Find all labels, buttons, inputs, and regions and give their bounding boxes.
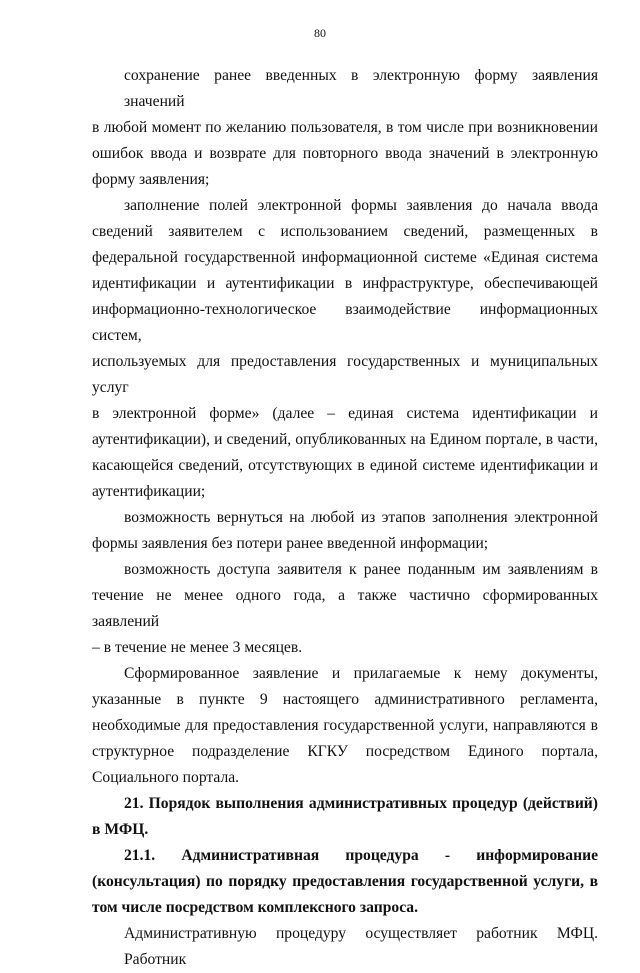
text-line: используемых для предоставления государственных и муниципальных услуг [92,353,598,396]
text-line: в МФЦ. [92,821,149,838]
text-line: Сформированное заявление и прилагаемые к нему документы, [124,665,598,682]
text-line: сведений заявителем с использованием сведений, размещенных в [92,223,598,240]
text-line: Административную процедуру осуществляет работник МФЦ. Работник [124,925,598,968]
text-line: федеральной государственной информационной системе «Единая система [92,249,598,266]
text-line: (консультация) по порядку предоставления государственной услуги, в [92,873,598,890]
text-line: сохранение ранее введенных в электронную форму заявления значений [124,67,598,110]
text-line: – в течение не менее 3 месяцев. [92,639,303,656]
paragraph [92,63,598,193]
paragraph [92,661,598,791]
paragraph [92,921,598,973]
text-line: касающейся сведений, отсутствующих в единой системе идентификации и [92,457,598,474]
text-line: ошибок ввода и возврате для повторного ввода значений в электронную [92,145,598,162]
text-line: 21. Порядок выполнения административных процедур (действий) [124,795,598,812]
page-number: 80 [314,26,326,40]
section-heading [92,791,598,843]
text-line: возможность доступа заявителя к ранее поданным им заявлениям в [124,561,598,578]
text-line: идентификации и аутентификации в инфраструктуре, обеспечивающей [92,275,598,292]
text-line: 21.1. Административная процедура - информирование [124,847,598,864]
text-line: необходимые для предоставления государственной услуги, направляются в [92,717,598,734]
text-line: том числе посредством комплексного запроса. [92,899,418,916]
text-line: в электронной форме» (далее – единая система идентификации и [92,405,598,422]
text-line: возможность вернуться на любой из этапов заполнения электронной [124,509,598,526]
text-line: указанные в пункте 9 настоящего административного регламента, [92,691,598,708]
text-line: аутентификации), и сведений, опубликованных на Едином портале, в части, [92,431,598,448]
text-line: формы заявления без потери ранее введенной информации; [92,535,489,552]
paragraph [92,557,598,661]
text-line: в любой момент по желанию пользователя, в том числе при возникновении [92,119,598,136]
text-line: аутентификации; [92,483,206,500]
text-line: структурное подразделение КГКУ посредством Единого портала, [92,743,598,760]
paragraph [92,193,598,505]
section-heading [92,843,598,921]
text-line: форму заявления; [92,171,210,188]
document-body [92,63,598,973]
paragraph [92,505,598,557]
text-line: течение не менее одного года, а также частично сформированных заявлений [92,587,598,630]
text-line: Социального портала. [92,769,240,786]
text-line: информационно-технологическое взаимодействие информационных систем, [92,301,598,344]
text-line: заполнение полей электронной формы заявления до начала ввода [124,197,598,214]
